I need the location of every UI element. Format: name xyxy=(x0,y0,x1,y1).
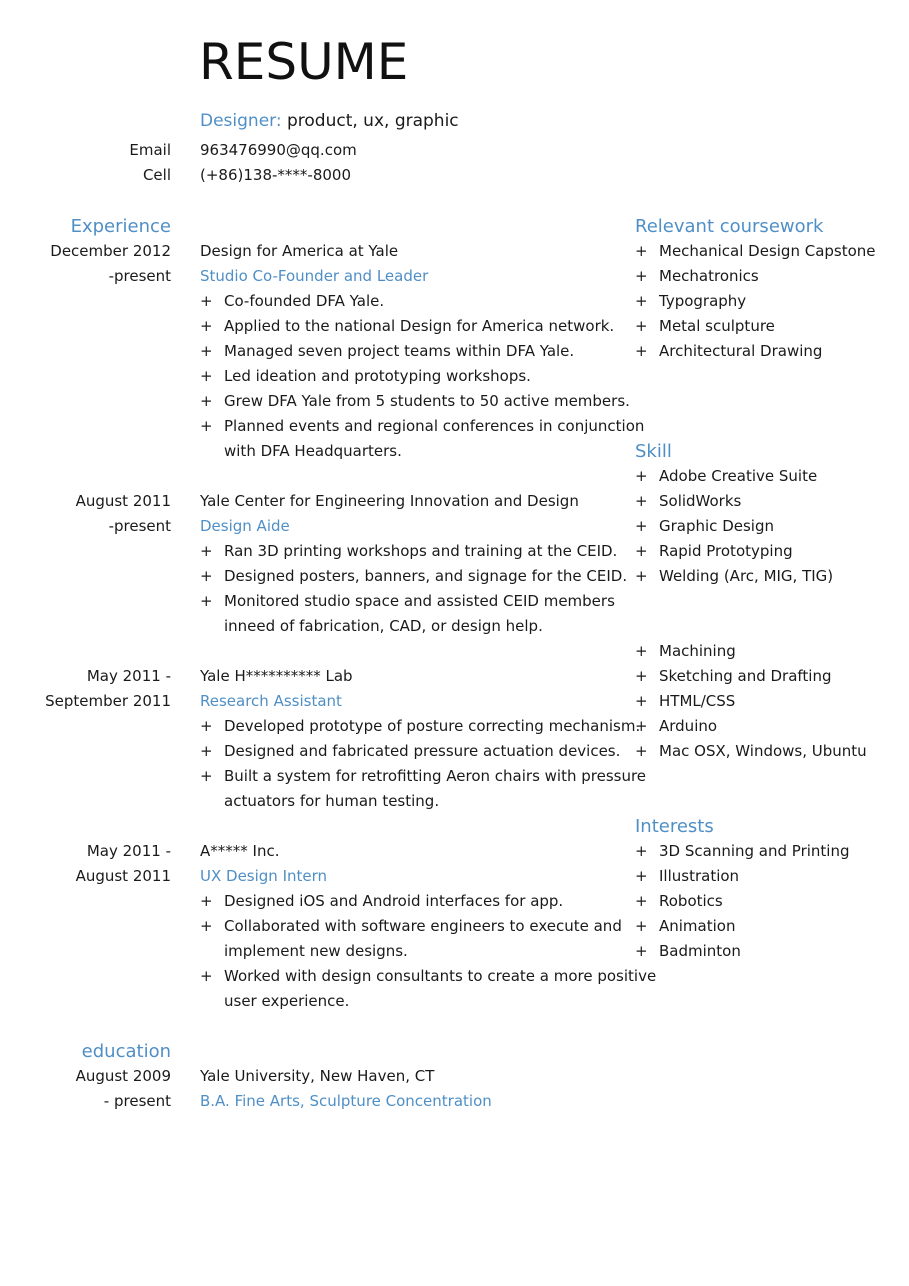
bullet-item: + Collaborated with software engineers to execute and implement new designs. xyxy=(200,914,620,964)
role-value: product, ux, graphic xyxy=(286,111,459,131)
entry-date-end: -present xyxy=(108,267,171,285)
skill-item: + HTML/CSS xyxy=(635,689,905,714)
skill-item: + Mac OSX, Windows, Ubuntu xyxy=(635,739,905,764)
entry-organization: Yale Center for Engineering Innovation and Design xyxy=(200,492,579,510)
skill-heading: Skill xyxy=(635,441,672,462)
entry-bullets xyxy=(200,714,647,814)
bullet-item: + Worked with design consultants to create a more positive user experience. xyxy=(200,964,620,1014)
entry-role: Studio Co-Founder and Leader xyxy=(200,267,429,285)
skill-item: + Arduino xyxy=(635,714,905,739)
education-heading: education xyxy=(81,1041,171,1062)
bullet-item: + Ran 3D printing workshops and training at the CEID. xyxy=(200,539,620,564)
cell-label: Cell xyxy=(142,166,171,184)
skill-item: + SolidWorks xyxy=(635,489,905,514)
bullet-item: + Designed and fabricated pressure actuation devices. xyxy=(200,739,620,764)
contact-labels xyxy=(0,138,171,188)
education-date-start: August 2009 xyxy=(75,1067,171,1085)
entry-organization: Yale H********** Lab xyxy=(200,667,353,685)
skill-item: + Adobe Creative Suite xyxy=(635,464,905,489)
entry-bullets xyxy=(200,289,645,464)
coursework-item: + Mechanical Design Capstone xyxy=(635,239,905,264)
entry-organization: Design for America at Yale xyxy=(200,242,399,260)
entry-date-end: September 2011 xyxy=(45,692,171,710)
bullet-item: + Led ideation and prototyping workshops. xyxy=(200,364,620,389)
skill-list xyxy=(635,464,905,589)
coursework-item: + Typography xyxy=(635,289,905,314)
resume-title: RESUME xyxy=(199,33,409,91)
bullet-item: + Planned events and regional conferences in conjunction with DFA Headquarters. xyxy=(200,414,620,464)
bullet-item: + Grew DFA Yale from 5 students to 50 active members. xyxy=(200,389,620,414)
interest-item: + Badminton xyxy=(635,939,905,964)
education-date-end: - present xyxy=(103,1092,171,1110)
skill-item: + Graphic Design xyxy=(635,514,905,539)
interest-item: + Illustration xyxy=(635,864,905,889)
coursework-item: + Architectural Drawing xyxy=(635,339,905,364)
entry-date-start: December 2012 xyxy=(50,242,171,260)
contact-values xyxy=(200,138,357,188)
skill-item: + Sketching and Drafting xyxy=(635,664,905,689)
interests-list xyxy=(635,839,905,964)
entry-bullets xyxy=(200,889,657,1014)
interests-heading: Interests xyxy=(635,816,714,837)
sidebar-column xyxy=(635,214,905,964)
skill-list-continued xyxy=(635,639,905,764)
entry-date-end: August 2011 xyxy=(75,867,171,885)
skill-item: + Machining xyxy=(635,639,905,664)
entry-role: Research Assistant xyxy=(200,692,342,710)
bullet-item: + Monitored studio space and assisted CEID members inneed of fabrication, CAD, or design help. xyxy=(200,589,620,639)
email-label: Email xyxy=(129,141,171,159)
entry-role: Design Aide xyxy=(200,517,290,535)
bullet-item: + Co-founded DFA Yale. xyxy=(200,289,620,314)
experience-entry xyxy=(0,839,657,1014)
coursework-item: + Mechatronics xyxy=(635,264,905,289)
experience-heading: Experience xyxy=(70,216,171,237)
cell-value: (+86)138-****-8000 xyxy=(200,166,351,184)
education-entry xyxy=(0,1064,620,1114)
entry-date-end: -present xyxy=(108,517,171,535)
role-label: Designer: xyxy=(200,111,282,131)
interest-item: + Animation xyxy=(635,914,905,939)
bullet-item: + Applied to the national Design for America network. xyxy=(200,314,620,339)
bullet-item: + Developed prototype of posture correcting mechanism. xyxy=(200,714,620,739)
bullet-item: + Managed seven project teams within DFA Yale. xyxy=(200,339,620,364)
entry-date-start: May 2011 - xyxy=(86,667,171,685)
experience-entry xyxy=(0,489,628,639)
coursework-heading: Relevant coursework xyxy=(635,216,824,237)
experience-entry xyxy=(0,239,645,464)
entry-role: UX Design Intern xyxy=(200,867,328,885)
education-degree: B.A. Fine Arts, Sculpture Concentration xyxy=(200,1092,492,1110)
email-value: 963476990@qq.com xyxy=(200,141,357,159)
bullet-item: + Designed iOS and Android interfaces for app. xyxy=(200,889,620,914)
entry-bullets xyxy=(200,539,628,639)
experience-entry xyxy=(0,664,647,814)
entry-date-start: May 2011 - xyxy=(86,842,171,860)
role-line xyxy=(200,108,459,134)
coursework-item: + Metal sculpture xyxy=(635,314,905,339)
entry-date-start: August 2011 xyxy=(75,492,171,510)
skill-item: + Rapid Prototyping xyxy=(635,539,905,564)
bullet-item: + Built a system for retrofitting Aeron chairs with pressure actuators for human testing. xyxy=(200,764,620,814)
skill-item: + Welding (Arc, MIG, TIG) xyxy=(635,564,905,589)
entry-organization: A***** Inc. xyxy=(200,842,280,860)
bullet-item: + Designed posters, banners, and signage for the CEID. xyxy=(200,564,620,589)
coursework-list xyxy=(635,239,905,364)
interest-item: + Robotics xyxy=(635,889,905,914)
interest-item: + 3D Scanning and Printing xyxy=(635,839,905,864)
education-school: Yale University, New Haven, CT xyxy=(200,1067,435,1085)
